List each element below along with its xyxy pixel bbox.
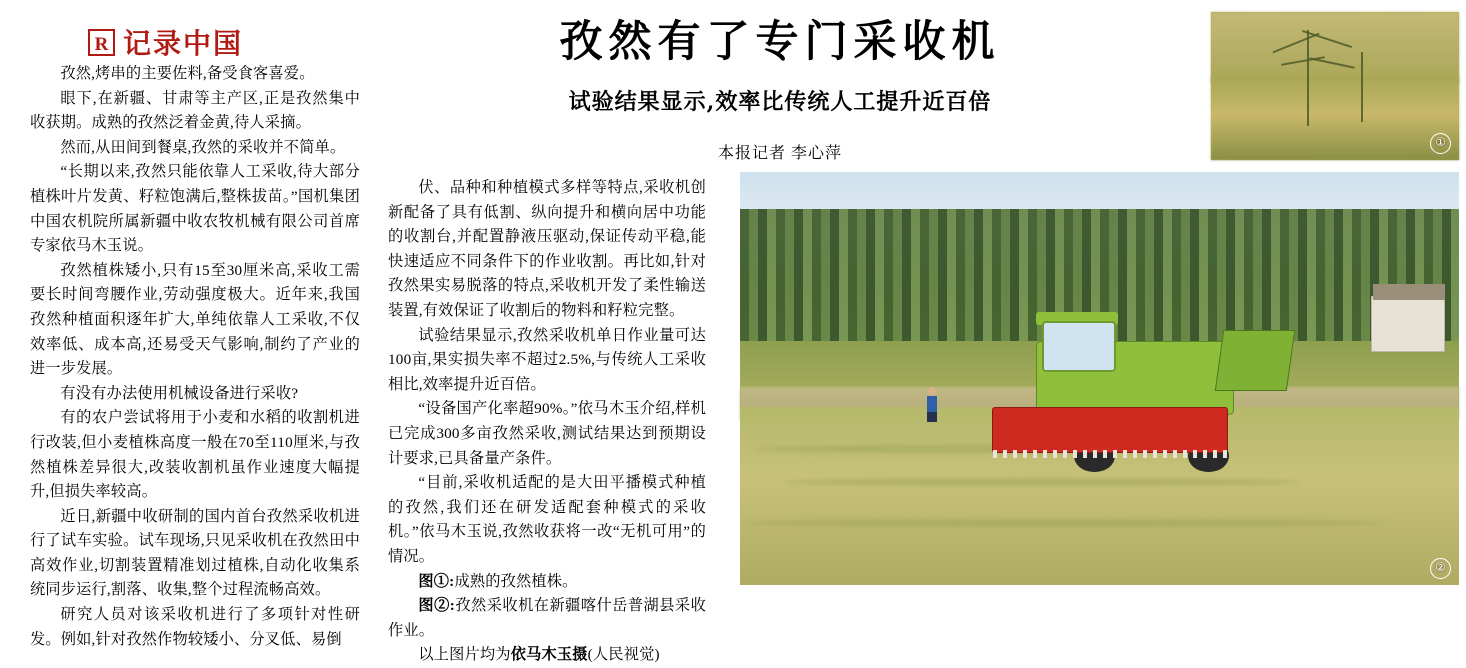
photo1-background-lower [1211,77,1459,160]
section-title: 记录中国 [123,27,244,60]
paragraph: “目前,采收机适配的是大田平播模式种植的孜然,我们还在研发适配套种模式的采收机。”依马木玉说,孜然收获将一改“无机可用”的情况。 [388,474,706,565]
credit-photographer: 依马木玉摄 [510,646,588,664]
section-label [88,22,243,62]
credit-suffix: (人民视觉) [587,646,660,664]
headline-block [400,18,1160,163]
photo1-background-upper [1211,12,1459,83]
byline: 本报记者 李心萍 [717,145,842,163]
paragraph: “设备国产化率超90%。”依马木玉介绍,样机已完成300多亩孜然采收,测试结果达到预期设计要求,已具备量产条件。 [388,400,706,467]
page-title: 孜然有了专门采收机 [559,17,1001,67]
farm-building-roof [1373,284,1445,301]
paragraph: 有没有办法使用机械设备进行采收? [60,384,299,402]
harvester-cab [1042,321,1116,373]
crop-row [740,519,1387,527]
farm-building [1371,296,1445,352]
article-column-2 [388,176,706,668]
caption-text: 孜然采收机在新疆喀什岳普湖县采收作业。 [388,597,706,639]
paragraph: 研究人员对该采收机进行了多项针对性研发。例如,针对孜然作物较矮小、分叉低、易倒 [30,606,360,648]
paragraph: 孜然,烤串的主要佐料,备受食客喜爱。 [60,65,315,82]
worker-head [928,387,936,395]
photo-caption-2 [388,594,706,643]
paragraph: 孜然植株矮小,只有15至30厘米高,采收工需要长时间弯腰作业,劳动强度极大。近年来,我国孜然种植面积逐年扩大,单纯依靠人工采收,不仅效率低、成本高,还易受天气影响,制约了产业的进一步发展。 [30,261,360,378]
photo-number-badge: ② [1430,558,1451,579]
caption-key: 图①: [418,572,455,590]
header-teeth [993,450,1227,458]
harvester-cutting-header [992,407,1228,454]
article-column-1 [30,62,360,652]
worker-legs [927,412,937,422]
crop-row [783,478,1301,486]
caption-key: 图②: [418,597,456,615]
section-logo-icon: R [88,29,115,56]
photo-number-badge: ① [1430,133,1451,154]
caption-text: 成熟的孜然植株。 [454,572,578,590]
photo-caption-1 [388,570,706,595]
plant-stem-icon [1307,30,1309,126]
harvester-machine [992,321,1308,470]
paragraph: 伏、品种和种植模式多样等特点,采收机创新配备了具有低割、纵向提升和横向居中功能的收割台,并配置静液压驱动,保证传动平稳,能快速适应不同条件下的作业收割。再比如,针对孜然果实易脱落的特点,采收机开发了柔性输送装置,有效保证了收割后的物料和籽粒完整。 [388,179,706,319]
paragraph: 有的农户尝试将用于小麦和水稻的收割机进行改装,但小麦植株高度一般在70至110厘米,与孜然植株差异很大,改装收割机虽作业速度大幅提升,但损失率较高。 [30,409,360,501]
field-worker [927,387,937,421]
paragraph: 试验结果显示,孜然采收机单日作业量可达100亩,果实损失率不超过2.5%,与传统人工采收相比,效率提升近百倍。 [388,326,706,393]
photo-harvester-field [740,172,1459,585]
credit-prefix: 以上图片均为 [418,646,511,664]
paragraph: 近日,新疆中收研制的国内首台孜然采收机进行了试车实验。试车现场,只见采收机在孜然田中高效作业,切割装置精准划过植株,自动化收集系统同步运行,割落、收集,整个过程流畅高效。 [30,507,360,599]
harvester-chute [1215,330,1295,391]
subheadline: 试验结果显示,效率比传统人工提升近百倍 [568,89,992,116]
paragraph: 然而,从田间到餐桌,孜然的采收并不简单。 [60,138,346,156]
paragraph: 眼下,在新疆、甘肃等主产区,正是孜然集中收获期。成熟的孜然泛着金黄,待人采摘。 [30,89,360,132]
photo-cumin-plant [1211,12,1459,160]
photo-credit [388,643,706,668]
worker-torso [927,396,937,412]
plant-stem-icon [1361,52,1363,122]
paragraph: “长期以来,孜然只能依靠人工采收,待大部分植株叶片发黄、籽粒饱满后,整株拔苗。”国机集团中国农机院所属新疆中收农牧机械有限公司首席专家依马木玉说。 [30,163,360,255]
